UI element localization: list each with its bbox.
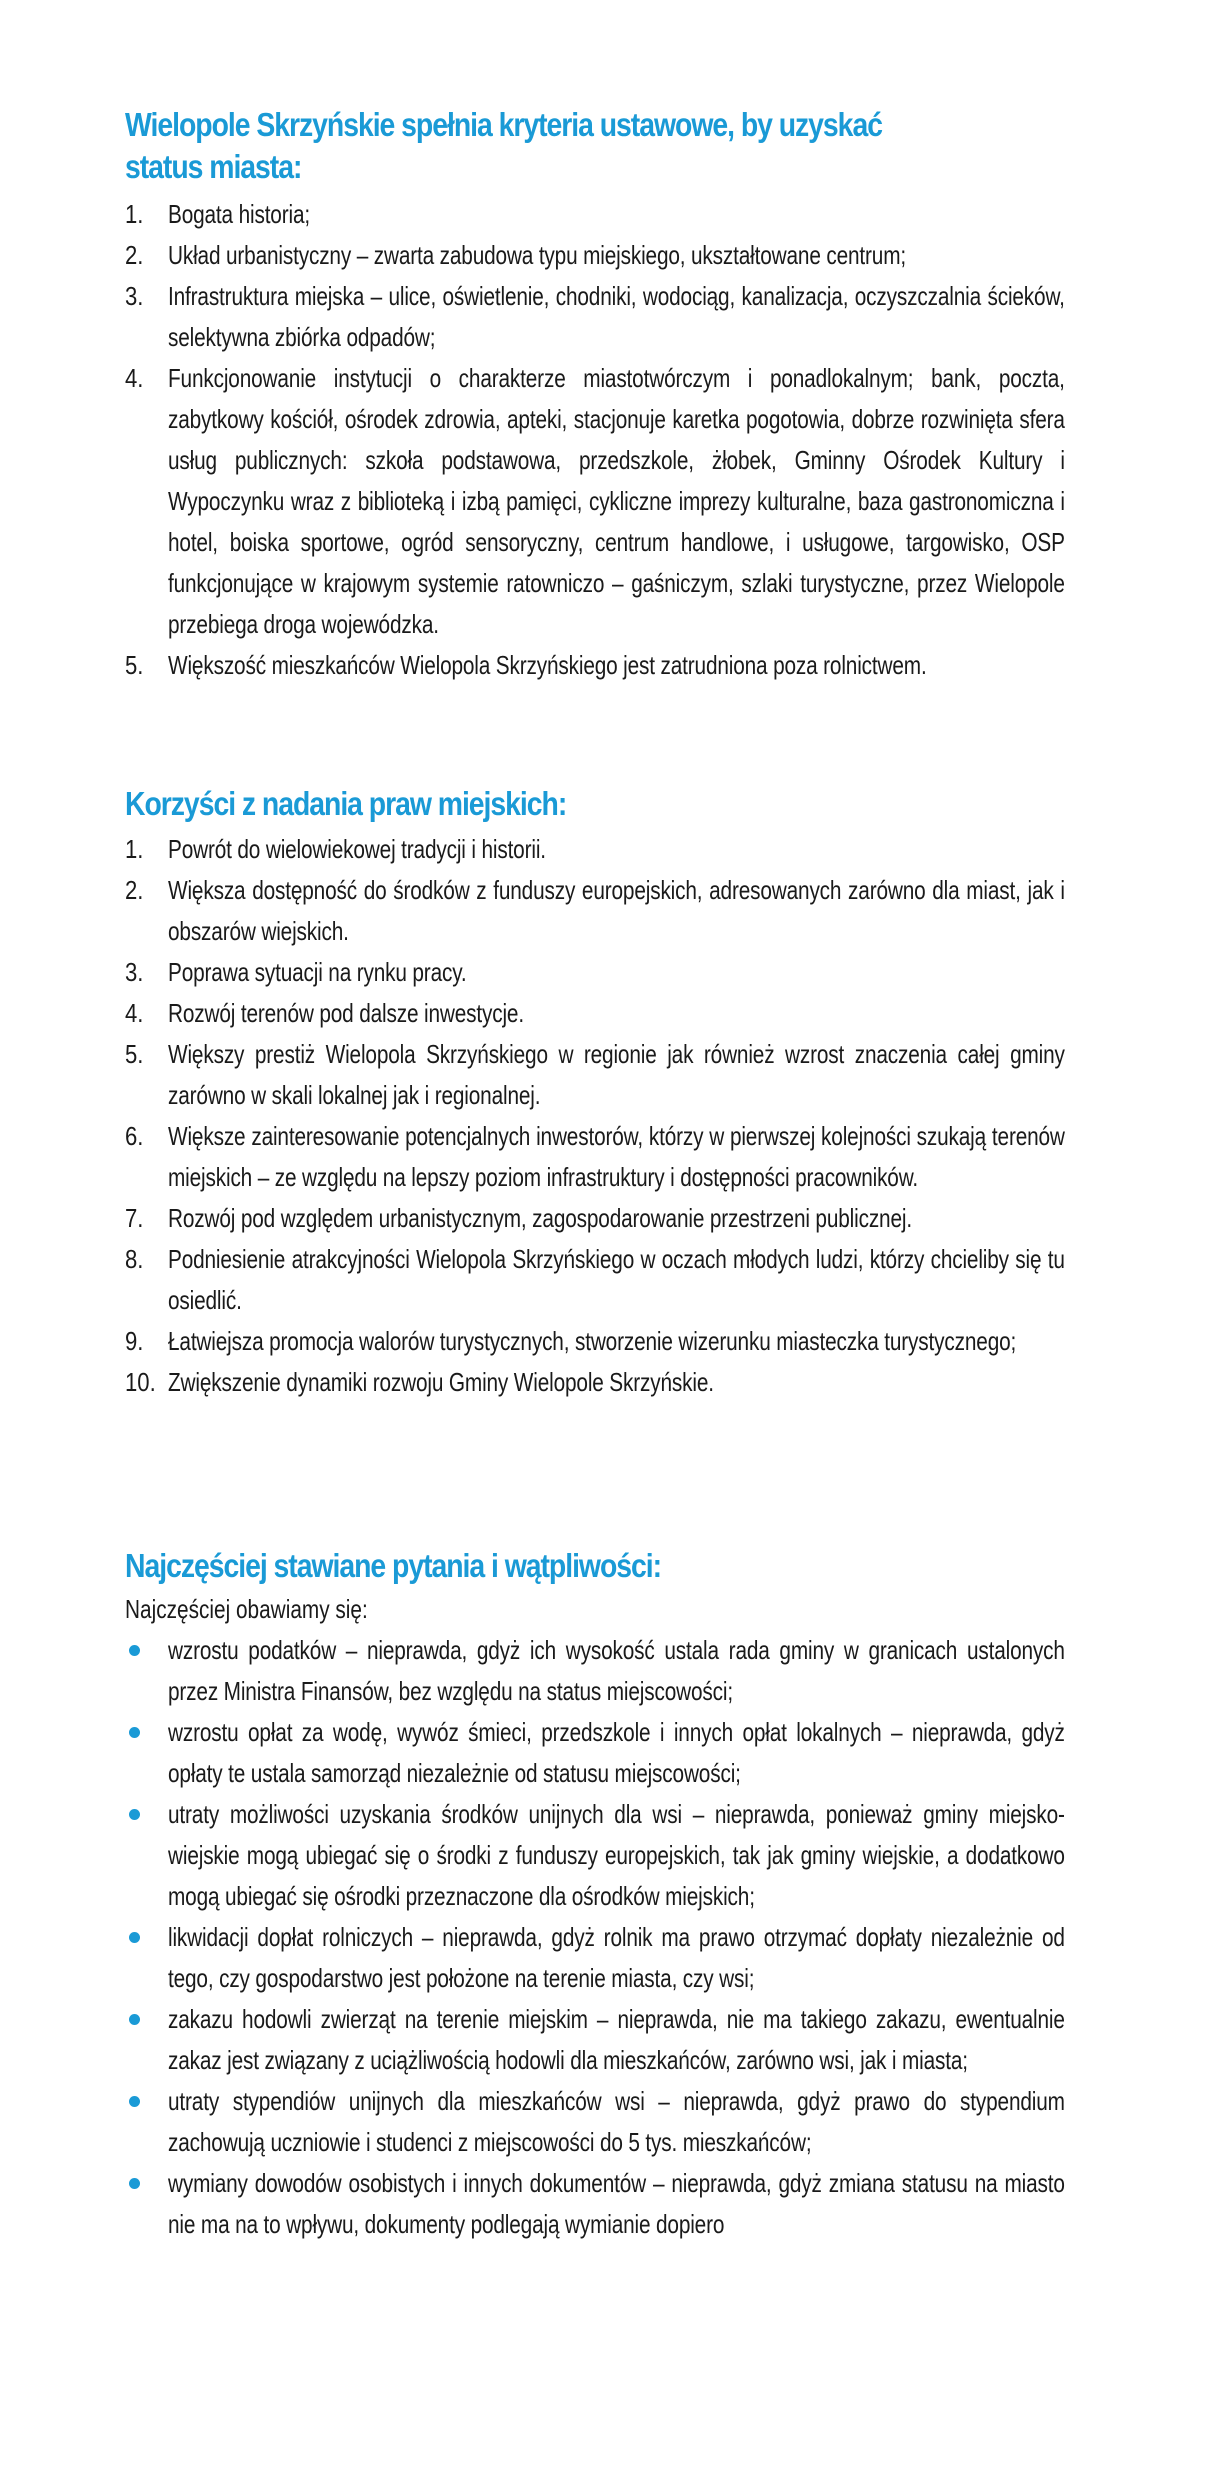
list-item [125,645,1066,686]
bullet-icon [129,2014,140,2025]
list-item [125,1321,1066,1362]
section-faq [125,1545,1066,2245]
list-item [125,276,1066,358]
list-item [125,1239,1066,1321]
item-number: 2. [125,875,144,905]
item-text: Podniesienie atrakcyjności Wielopola Skrzyńskiego w oczach młodych ludzi, którzy chcieliby się tu osiedlić. [168,1244,1065,1315]
item-number: 4. [125,998,144,1028]
list-item [125,993,1066,1034]
bullet-icon [129,1727,140,1738]
intro-text: Najczęściej obawiamy się: [125,1594,368,1624]
list-item [125,1917,1066,1999]
item-text: wzrostu opłat za wodę, wywóz śmieci, przedszkole i innych opłat lokalnych – nieprawda, gdyż opłaty te ustala samorząd niezależnie od statusu miejscowości; [168,1717,1065,1788]
benefits-list [125,829,1066,1403]
bullet-icon [129,2178,140,2189]
heading-line: status miasta: [125,148,302,185]
list-item [125,829,1066,870]
item-text: Łatwiejsza promocja walorów turystycznych, stworzenie wizerunku miasteczka turystycznego; [168,1326,1017,1356]
section-heading: Najczęściej stawiane pytania i wątpliwości: [125,1547,662,1584]
list-item [125,235,1066,276]
item-number: 3. [125,957,144,987]
item-text: zakazu hodowli zwierząt na terenie miejskim – nieprawda, nie ma takiego zakazu, ewentualnie zakaz jest związany z uciążliwością hodowli dla mieszkańców, zarówno wsi, jak i miasta; [168,2004,1065,2075]
item-text: Infrastruktura miejska – ulice, oświetlenie, chodniki, wodociąg, kanalizacja, oczyszczalnia ścieków, selektywna zbiórka odpadów; [168,281,1065,352]
item-text: Powrót do wielowiekowej tradycji i historii. [168,834,546,864]
item-number: 1. [125,834,144,864]
bullet-icon [129,1932,140,1943]
list-item [125,1630,1066,1712]
list-item [125,1034,1066,1116]
bullet-icon [129,1809,140,1820]
item-text: Funkcjonowanie instytucji o charakterze miastotwórczym i ponadlokalnym; bank, poczta, zabytkowy kościół, ośrodek zdrowia, apteki, stacjonuje karetka pogotowia, dobrze rozwinięta sfera usług publicznych: szkoła podstawowa, przedszkole, żłobek, Gminny Ośrodek Kultury i Wypoczynku wraz z biblioteką i izbą pamięci, cykliczne imprezy kulturalne, baza gastronomiczna i hotel, boiska sportowe, ogród sensoryczny, centrum handlowe, i usługowe, targowisko, OSP funkcjonujące w krajowym systemie ratowniczo – gaśniczym, szlaki turystyczne, przez Wielopole przebiega droga wojewódzka. [168,363,1065,639]
list-item [125,952,1066,993]
item-number: 8. [125,1244,144,1274]
list-item [125,1712,1066,1794]
list-item [125,1116,1066,1198]
item-text: Zwiększenie dynamiki rozwoju Gminy Wielopole Skrzyńskie. [168,1367,714,1397]
item-text: wymiany dowodów osobistych i innych dokumentów – nieprawda, gdyż zmiana statusu na miasto nie ma na to wpływu, dokumenty podlegają wymianie dopiero [168,2168,1065,2239]
list-item [125,358,1066,645]
item-number: 5. [125,1039,144,1069]
item-text: Większy prestiż Wielopola Skrzyńskiego w regionie jak również wzrost znaczenia całej gminy zarówno w skali lokalnej jak i regionalnej. [168,1039,1065,1110]
item-text: likwidacji dopłat rolniczych – nieprawda, gdyż rolnik ma prawo otrzymać dopłaty niezależnie od tego, czy gospodarstwo jest położone na terenie miasta, czy wsi; [168,1922,1065,1993]
list-item [125,1362,1066,1403]
concerns-list [125,1630,1066,2245]
bullet-icon [129,1645,140,1656]
item-text: wzrostu podatków – nieprawda, gdyż ich wysokość ustala rada gminy w granicach ustalonych przez Ministra Finansów, bez względu na status miejscowości; [168,1635,1065,1706]
list-item [125,194,1066,235]
list-item [125,870,1066,952]
list-item [125,2163,1066,2245]
heading-line: Wielopole Skrzyńskie spełnia kryteria ustawowe, by uzyskać [125,106,882,143]
item-number: 4. [125,363,144,393]
item-text: Poprawa sytuacji na rynku pracy. [168,957,467,987]
section-heading [125,104,1066,188]
item-text: Większość mieszkańców Wielopola Skrzyńskiego jest zatrudniona poza rolnictwem. [168,650,927,680]
item-text: utraty stypendiów unijnych dla mieszkańców wsi – nieprawda, gdyż prawo do stypendium zachowują uczniowie i studenci z miejscowości do 5 tys. mieszkańców; [168,2086,1065,2157]
bullet-icon [129,2096,140,2107]
item-number: 5. [125,650,144,680]
item-text: Rozwój terenów pod dalsze inwestycje. [168,998,524,1028]
item-number: 9. [125,1326,144,1356]
section-criteria [125,104,1066,686]
list-item [125,1198,1066,1239]
item-number: 10. [125,1367,156,1397]
list-item [125,1794,1066,1917]
item-text: Większe zainteresowanie potencjalnych inwestorów, którzy w pierwszej kolejności szukają terenów miejskich – ze względu na lepszy poziom infrastruktury i dostępności pracowników. [168,1121,1065,1192]
section-benefits [125,783,1066,1403]
item-text: Większa dostępność do środków z funduszy europejskich, adresowanych zarówno dla miast, jak i obszarów wiejskich. [168,875,1065,946]
item-text: Bogata historia; [168,199,310,229]
item-text: utraty możliwości uzyskania środków unijnych dla wsi – nieprawda, ponieważ gminy miejsko-wiejskie mogą ubiegać się o środki z funduszy europejskich, tak jak gminy wiejskie, a dodatkowo mogą ubiegać się ośrodki przeznaczone dla ośrodków miejskich; [168,1799,1065,1911]
item-text: Układ urbanistyczny – zwarta zabudowa typu miejskiego, ukształtowane centrum; [168,240,906,270]
item-number: 3. [125,281,144,311]
section-heading: Korzyści z nadania praw miejskich: [125,785,567,822]
item-text: Rozwój pod względem urbanistycznym, zagospodarowanie przestrzeni publicznej. [168,1203,912,1233]
item-number: 1. [125,199,144,229]
criteria-list [125,194,1066,686]
item-number: 6. [125,1121,144,1151]
list-item [125,2081,1066,2163]
list-item [125,1999,1066,2081]
item-number: 7. [125,1203,144,1233]
item-number: 2. [125,240,144,270]
